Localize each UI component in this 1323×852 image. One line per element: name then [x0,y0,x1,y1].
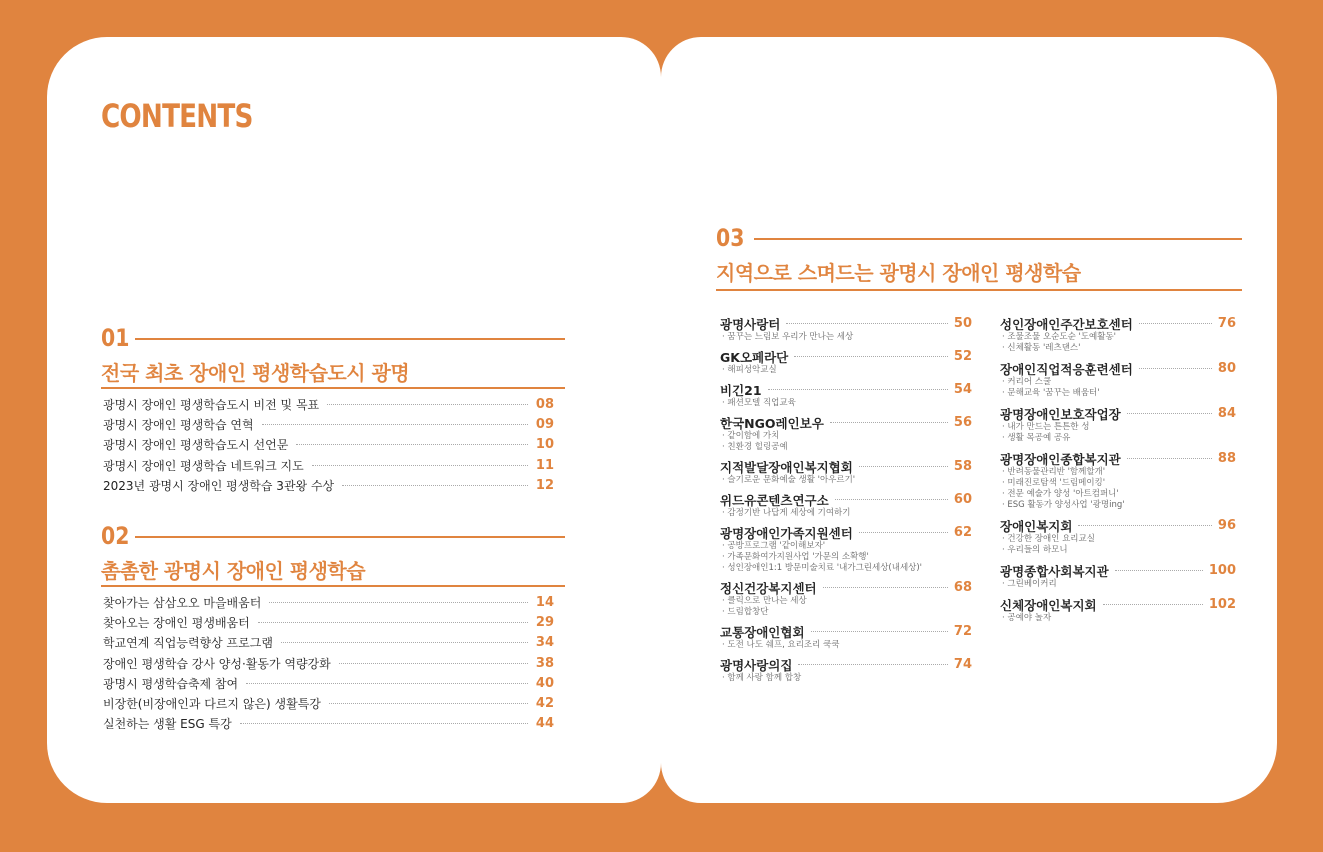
org-name: 비긴21 [720,382,762,398]
leader-dots [768,389,948,390]
section-title: 촘촘한 광명시 장애인 평생학습 [101,559,366,583]
toc-page: 10 [535,437,554,453]
org-page: 74 [953,657,972,672]
leader-dots [786,323,948,324]
leader-dots [1115,570,1203,571]
toc-item[interactable] [103,714,554,734]
org-page: 72 [953,624,972,639]
leader-dots [258,622,528,623]
toc-page: 34 [535,635,554,651]
leader-dots [859,466,948,467]
toc-item[interactable] [103,673,554,693]
toc-label: 광명시 장애인 평생학습 연혁 [103,417,254,432]
org-program: · 감정기반 나답게 세상에 기여하기 [722,508,851,518]
toc-label: 광명시 평생학습축제 참여 [103,676,239,691]
section-01-toc [103,394,554,495]
toc-page: 40 [535,675,554,691]
org-entry[interactable] [720,458,972,486]
org-page: 88 [1217,451,1236,466]
toc-item[interactable] [103,653,554,673]
org-page: 102 [1208,597,1236,612]
org-program: · 신체활동 '레츠댄스' [1002,343,1081,353]
leader-dots [246,683,528,684]
org-name: 광명장애인종합복지관 [1000,451,1121,467]
org-page: 84 [1217,406,1236,421]
org-program: · 가족문화여가지원사업 '가문의 소확행' [722,552,869,562]
org-program: · 건강한 장애인 요리교실 [1002,534,1095,544]
org-page: 60 [953,492,972,507]
org-entry[interactable] [720,579,972,618]
org-program: · 커리어 스쿨 [1002,377,1052,387]
org-entry[interactable] [1000,596,1236,624]
toc-item[interactable] [103,592,554,612]
toc-page: 08 [535,396,554,412]
org-page: 80 [1217,361,1236,376]
toc-item[interactable] [103,612,554,632]
toc-item[interactable] [103,455,554,475]
toc-label: 학교연계 직업능력향상 프로그램 [103,636,273,651]
leader-dots [1127,458,1212,459]
org-entry[interactable] [1000,315,1236,354]
leader-dots [830,422,948,423]
org-entry[interactable] [720,656,972,684]
org-entry[interactable] [720,524,972,574]
leader-dots [342,485,528,486]
org-name: 광명장애인가족지원센터 [720,525,853,541]
section-divider [135,536,565,538]
section-01-header [101,324,565,384]
org-page: 68 [953,580,972,595]
leader-dots [1078,525,1211,526]
org-entry[interactable] [720,414,972,453]
org-program: · 반려동물관리반 '함께할개' [1002,467,1106,477]
org-program: · 꿈꾸는 느림보 우리가 만나는 세상 [722,332,854,342]
toc-page: 44 [535,716,554,732]
org-name: 지적발달장애인복지협회 [720,459,853,475]
section-03-header [716,224,1242,294]
org-page: 62 [953,525,972,540]
section-divider [135,338,565,340]
toc-page: 09 [535,416,554,432]
leader-dots [1139,323,1212,324]
org-program: · 같이함에 가치 [722,431,780,441]
section-number: 02 [101,522,130,550]
org-program: · 공방프로그램 '같이해보자' [722,541,826,551]
section-number: 01 [101,324,130,352]
org-name: 광명장애인보호작업장 [1000,406,1121,422]
toc-label: 찾아가는 삼삼오오 마을배움터 [103,595,262,610]
leader-dots [329,703,528,704]
org-entry[interactable] [720,491,972,519]
org-name: 신체장애인복지회 [1000,597,1097,613]
leader-dots [811,631,948,632]
org-page: 100 [1208,563,1236,578]
org-name: 광명사랑터 [720,316,781,332]
leader-dots [339,663,528,664]
org-page: 58 [953,459,972,474]
org-column-left [720,315,972,684]
org-program: · 내가 만드는 튼튼한 성 [1002,422,1090,432]
leader-dots [798,664,947,665]
org-name: 광명사랑의집 [720,657,793,673]
org-program: · 패션모델 직업교육 [722,398,796,408]
org-entry[interactable] [720,348,972,376]
org-name: 위드유콘텐츠연구소 [720,492,829,508]
toc-page: 29 [535,614,554,630]
org-name: 성인장애인주간보호센터 [1000,316,1133,332]
org-entry[interactable] [720,315,972,343]
org-column-right [1000,315,1236,624]
toc-label: 광명시 장애인 평생학습 네트워크 지도 [103,458,304,473]
toc-label: 비장한(비장애인과 다르지 않은) 생활특강 [103,697,321,712]
org-page: 76 [1217,316,1236,331]
org-program: · 우리들의 하모니 [1002,545,1068,555]
org-name: 한국NGO레인보우 [720,415,824,431]
toc-item[interactable] [103,394,554,414]
section-divider [754,238,1242,240]
org-program: · 공예야 놀자 [1002,613,1052,623]
org-program: · 성인장애인1:1 방문미술치료 '내가그린세상(내세상)' [722,563,923,573]
left-page [47,37,661,803]
org-entry[interactable] [1000,517,1236,556]
leader-dots [262,424,528,425]
org-program: · 그린베이커리 [1002,579,1057,589]
org-program: · 조물조물 오순도순 '도예활동' [1002,332,1117,342]
right-page [661,37,1277,803]
org-program: · 친환경 힐링공예 [722,442,788,452]
org-program: · 해피성악교실 [722,365,777,375]
org-entry[interactable] [1000,360,1236,399]
toc-item[interactable] [103,693,554,713]
org-name: 장애인직업적응훈련센터 [1000,361,1133,377]
toc-label: 장애인 평생학습 강사 양성·활동가 역량강화 [103,656,331,671]
org-program: · ESG 활동가 양성사업 '광명ing' [1002,500,1125,510]
leader-dots [1127,413,1212,414]
org-name: GK오페라단 [720,349,789,365]
org-program: · 전문 예술가 양성 '아트컴퍼니' [1002,489,1119,499]
section-underline [716,289,1242,291]
leader-dots [859,532,948,533]
org-name: 장애인복지회 [1000,518,1073,534]
toc-item[interactable] [103,633,554,653]
org-program: · 문해교육 '꿈꾸는 배움터' [1002,388,1100,398]
toc-item[interactable] [103,475,554,495]
toc-label: 2023년 광명시 장애인 평생학습 3관왕 수상 [103,478,335,493]
leader-dots [281,642,528,643]
org-entry[interactable] [1000,562,1236,590]
org-page: 96 [1217,518,1236,533]
toc-label: 광명시 장애인 평생학습도시 선언문 [103,438,289,453]
section-title: 지역으로 스며드는 광명시 장애인 평생학습 [716,261,1081,285]
org-entry[interactable] [720,623,972,651]
org-page: 50 [953,316,972,331]
org-entry[interactable] [1000,450,1236,511]
leader-dots [296,444,528,445]
leader-dots [823,587,948,588]
toc-page: 12 [535,477,554,493]
org-page: 54 [953,382,972,397]
org-page: 56 [953,415,972,430]
org-program: · 클릭으로 만나는 세상 [722,596,807,606]
contents-title: CONTENTS [101,97,253,135]
org-name: 광명종합사회복지관 [1000,563,1109,579]
org-page: 52 [953,349,972,364]
toc-page: 38 [535,655,554,671]
org-program: · 슬기로운 문화예술 생활 '아우르기' [722,475,856,485]
org-program: · 도전 나도 쉐프, 요리조리 쿡쿡 [722,640,840,650]
toc-page: 42 [535,696,554,712]
toc-label: 광명시 장애인 평생학습도시 비전 및 목표 [103,397,320,412]
leader-dots [269,602,528,603]
org-program: · 생활 목공예 공유 [1002,433,1071,443]
leader-dots [240,723,528,724]
toc-item[interactable] [103,414,554,434]
section-02-toc [103,592,554,734]
section-underline [101,387,565,389]
org-program: · 미래진로탐색 '드림메이킹' [1002,478,1106,488]
org-entry[interactable] [720,381,972,409]
section-number: 03 [716,224,745,252]
leader-dots [1103,604,1203,605]
leader-dots [835,499,948,500]
toc-label: 실천하는 생활 ESG 특강 [103,717,232,732]
toc-item[interactable] [103,435,554,455]
leader-dots [312,465,528,466]
section-02-header [101,522,565,582]
leader-dots [327,404,528,405]
org-program: · 드림합창단 [722,607,769,617]
section-underline [101,585,565,587]
org-name: 정신건강복지센터 [720,580,817,596]
toc-label: 찾아오는 장애인 평생배움터 [103,615,250,630]
toc-page: 14 [535,594,554,610]
org-name: 교통장애인협회 [720,624,805,640]
toc-page: 11 [535,457,554,473]
leader-dots [794,356,948,357]
leader-dots [1139,368,1212,369]
org-entry[interactable] [1000,405,1236,444]
section-title: 전국 최초 장애인 평생학습도시 광명 [101,361,410,385]
org-program: · 함께 사랑 함께 합창 [722,673,802,683]
